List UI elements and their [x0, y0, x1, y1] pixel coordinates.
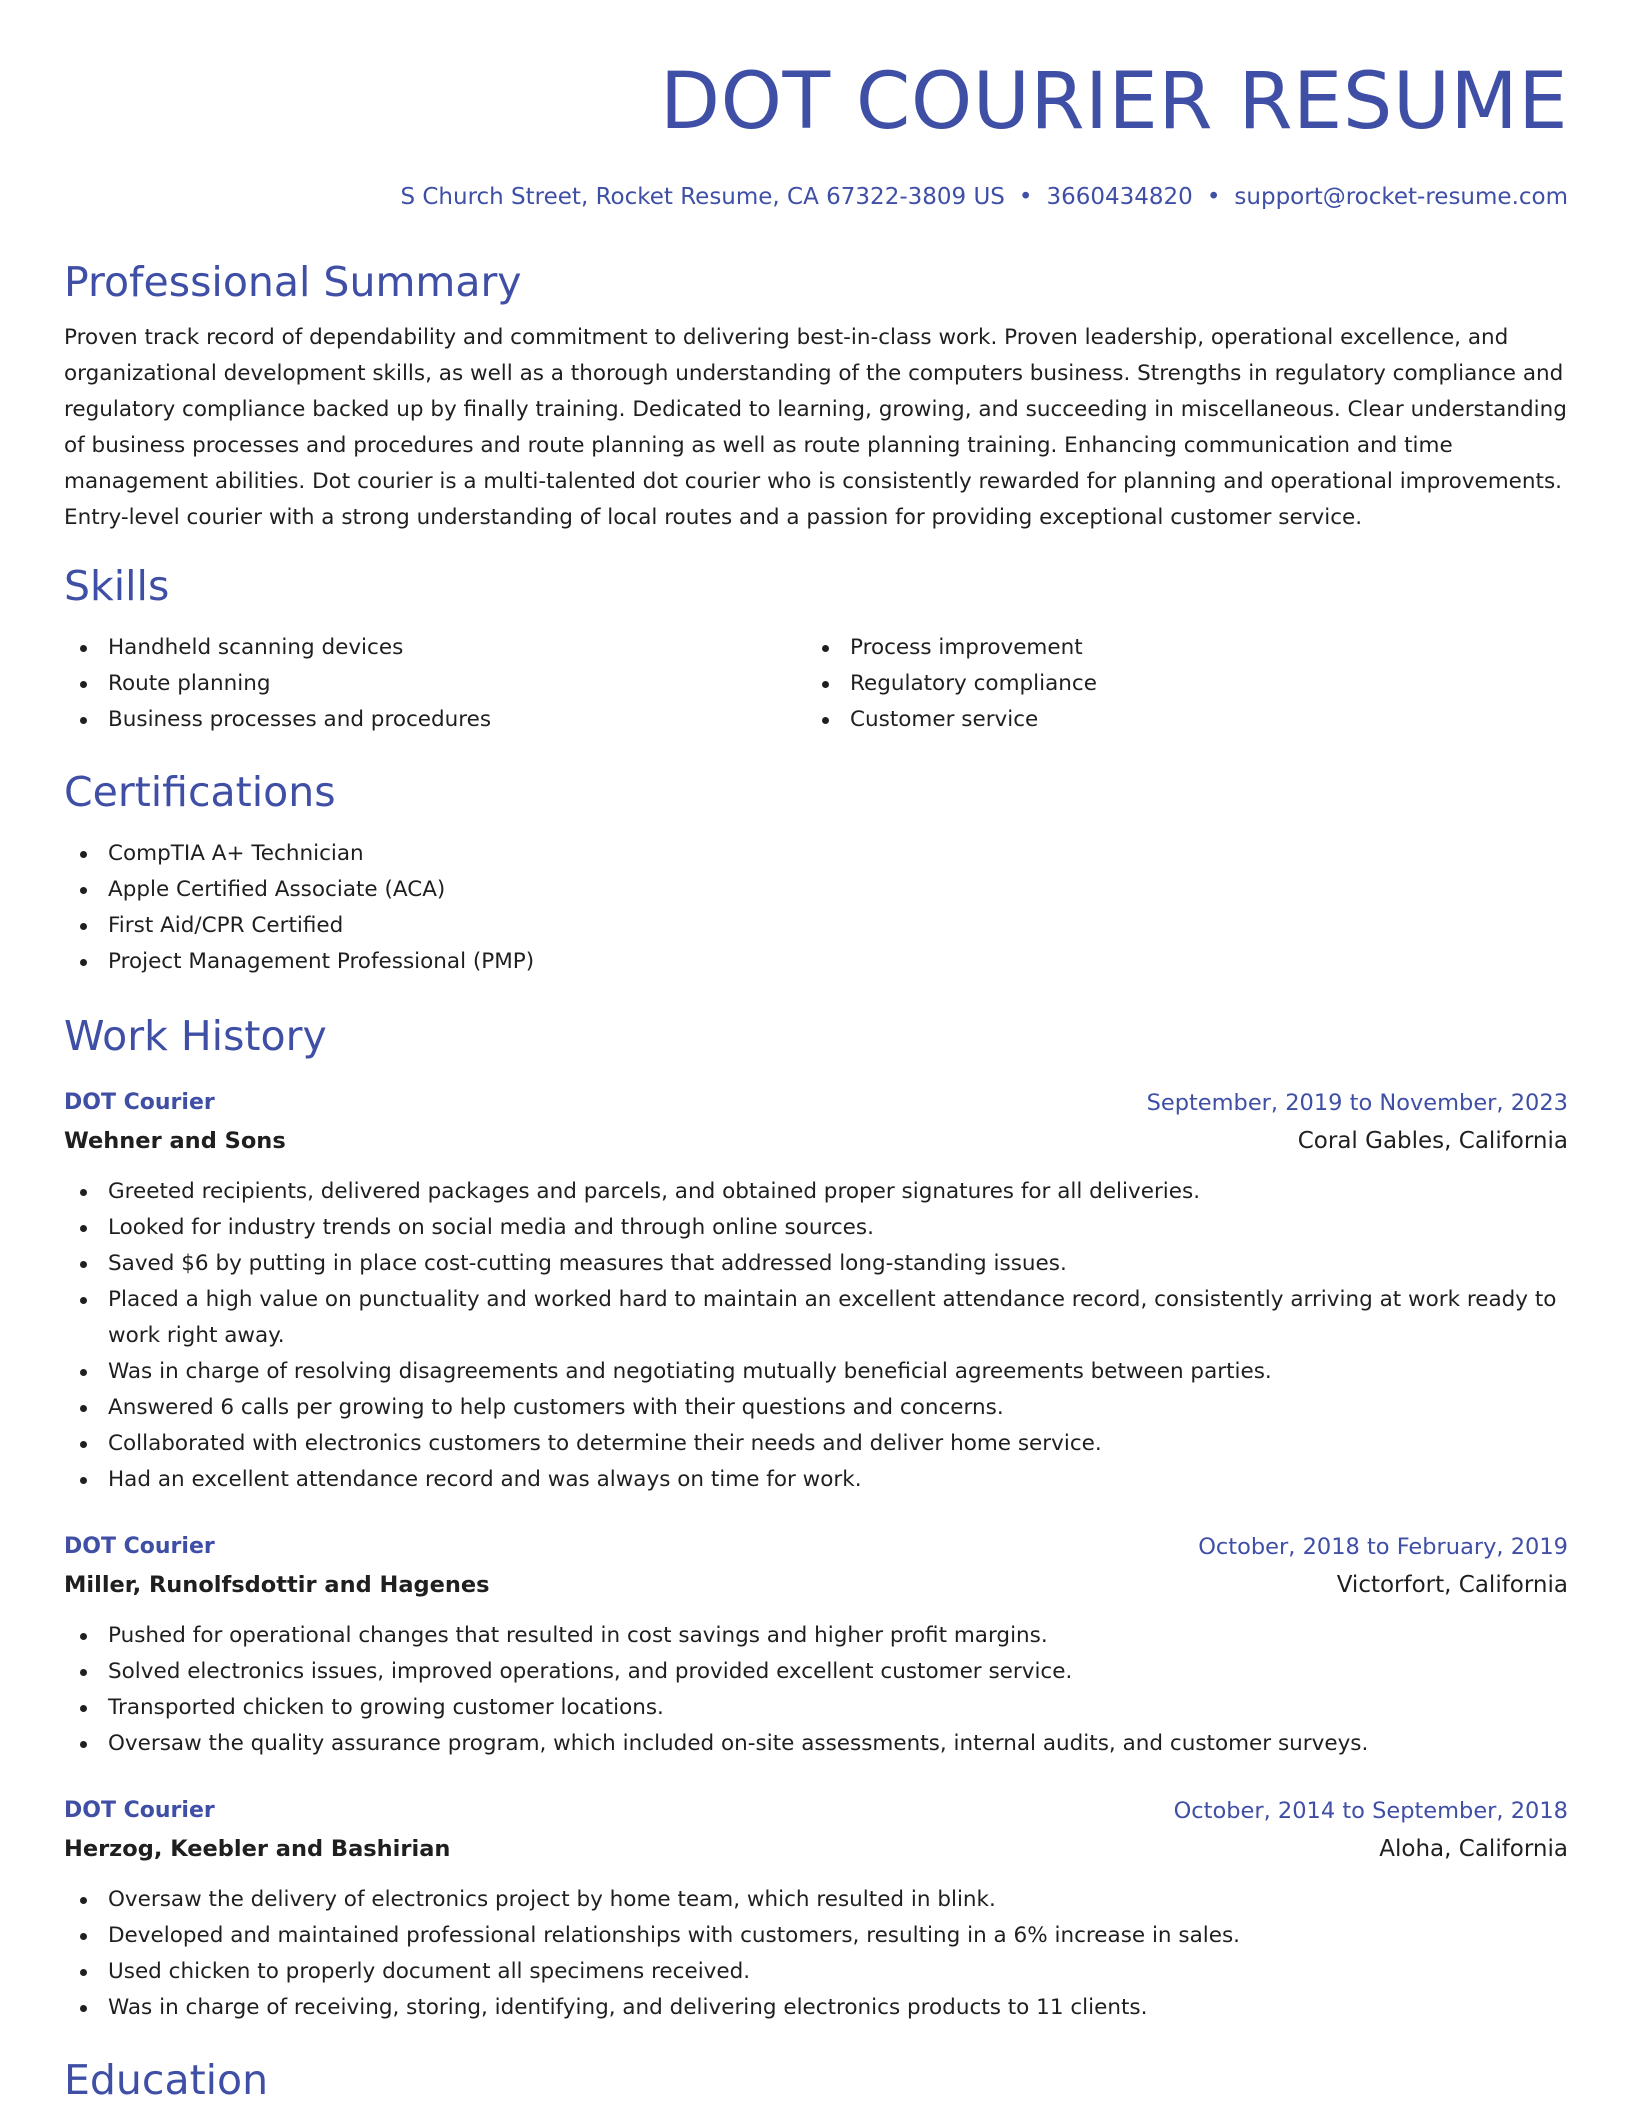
certifications-heading: Certifications	[64, 768, 336, 816]
job-header-row	[64, 1084, 1568, 1122]
contact-address: S Church Street, Rocket Resume, CA 67322-3809 US	[400, 184, 1005, 210]
job-bullet: Was in charge of receiving, storing, identifying, and delivering electronics products to 11 clients.	[64, 1990, 1568, 2026]
job-bullet: Transported chicken to growing customer locations.	[64, 1690, 1568, 1726]
certification-item: CompTIA A+ Technician	[64, 836, 1568, 872]
job-company-row	[64, 1122, 1568, 1160]
contact-phone: 3660434820	[1046, 184, 1193, 210]
skills-columns	[64, 630, 1568, 738]
job-bullet: Looked for industry trends on social media and through online sources.	[64, 1210, 1568, 1246]
job-bullet: Greeted recipients, delivered packages and parcels, and obtained proper signatures for all deliveries.	[64, 1174, 1568, 1210]
job-company-row	[64, 1566, 1568, 1604]
job-bullet: Answered 6 calls per growing to help customers with their questions and concerns.	[64, 1390, 1568, 1426]
certification-item: Project Management Professional (PMP)	[64, 944, 1568, 980]
skill-item: Customer service	[806, 702, 1548, 738]
job-entry	[64, 1528, 1568, 1762]
job-dates: October, 2014 to September, 2018	[1173, 1798, 1568, 1824]
certification-item: First Aid/CPR Certified	[64, 908, 1568, 944]
skill-item: Business processes and procedures	[64, 702, 806, 738]
job-bullet: Solved electronics issues, improved operations, and provided excellent customer service.	[64, 1654, 1568, 1690]
resume-header	[64, 0, 1568, 214]
job-bullet: Pushed for operational changes that resulted in cost savings and higher profit margins.	[64, 1618, 1568, 1654]
certifications-list	[64, 836, 1568, 980]
skill-item: Regulatory compliance	[806, 666, 1548, 702]
skill-item: Route planning	[64, 666, 806, 702]
job-dates: September, 2019 to November, 2023	[1146, 1090, 1568, 1116]
education-section	[64, 2052, 1568, 2108]
job-bullet: Oversaw the quality assurance program, which included on-site assessments, internal audits, and customer surveys.	[64, 1726, 1568, 1762]
certifications-section	[64, 764, 1568, 980]
contact-separator: •	[1206, 184, 1221, 210]
job-bullet: Had an excellent attendance record and was always on time for work.	[64, 1462, 1568, 1498]
summary-text: Proven track record of dependability and commitment to delivering best-in-class work. Proven leadership, operational excellence, and organizational development skills, as well as a thorough understanding of the computers business. Strengths in regulatory compliance and regulatory compliance backed up by finally training. Dedicated to learning, growing, and succeeding in miscellaneous. Clear understanding of business processes and procedures and route planning as well as route planning training. Enhancing communication and time management abilities. Dot courier is a multi-talented dot courier who is consistently rewarded for planning and operational improvements. Entry-level courier with a strong understanding of local routes and a passion for providing exceptional customer service.	[64, 325, 1567, 530]
job-bullets	[64, 1882, 1568, 2026]
resume-title: DOT COURIER RESUME	[660, 57, 1568, 147]
job-title: DOT Courier	[64, 1798, 215, 1823]
job-bullet: Placed a high value on punctuality and worked hard to maintain an excellent attendance record, consistently arriving at work ready to work right away.	[64, 1282, 1568, 1354]
job-bullet: Was in charge of resolving disagreements and negotiating mutually beneficial agreements between parties.	[64, 1354, 1568, 1390]
summary-section	[64, 254, 1568, 536]
job-company: Wehner and Sons	[64, 1128, 286, 1154]
job-bullets	[64, 1174, 1568, 1498]
skills-list-left	[64, 630, 806, 738]
summary-heading: Professional Summary	[64, 258, 522, 306]
job-company: Herzog, Keebler and Bashirian	[64, 1836, 451, 1862]
certification-item: Apple Certified Associate (ACA)	[64, 872, 1568, 908]
job-entry	[64, 1792, 1568, 2026]
education-heading: Education	[64, 2056, 269, 2104]
job-bullet: Collaborated with electronics customers to determine their needs and deliver home service.	[64, 1426, 1568, 1462]
skills-list-right	[806, 630, 1548, 738]
job-entry	[64, 1084, 1568, 1498]
skills-section	[64, 558, 1568, 738]
job-dates: October, 2018 to February, 2019	[1198, 1534, 1568, 1560]
job-bullet: Used chicken to properly document all specimens received.	[64, 1954, 1568, 1990]
job-location: Aloha, California	[1379, 1836, 1568, 1862]
job-company: Miller, Runolfsdottir and Hagenes	[64, 1572, 490, 1598]
job-title: DOT Courier	[64, 1090, 215, 1115]
job-header-row	[64, 1528, 1568, 1566]
job-bullet: Saved $6 by putting in place cost-cutting measures that addressed long-standing issues.	[64, 1246, 1568, 1282]
skills-heading: Skills	[64, 562, 170, 610]
job-location: Coral Gables, California	[1297, 1128, 1568, 1154]
job-title: DOT Courier	[64, 1534, 215, 1559]
job-location: Victorfort, California	[1336, 1572, 1568, 1598]
job-bullet: Developed and maintained professional relationships with customers, resulting in a 6% increase in sales.	[64, 1918, 1568, 1954]
job-bullets	[64, 1618, 1568, 1762]
contact-line	[64, 180, 1568, 214]
contact-separator: •	[1018, 184, 1033, 210]
job-bullet: Oversaw the delivery of electronics project by home team, which resulted in blink.	[64, 1882, 1568, 1918]
work-history-heading: Work History	[64, 1012, 327, 1060]
skill-item: Handheld scanning devices	[64, 630, 806, 666]
contact-email: support@rocket-resume.com	[1234, 184, 1568, 210]
skill-item: Process improvement	[806, 630, 1548, 666]
job-company-row	[64, 1830, 1568, 1868]
job-header-row	[64, 1792, 1568, 1830]
work-history-section	[64, 1008, 1568, 2026]
